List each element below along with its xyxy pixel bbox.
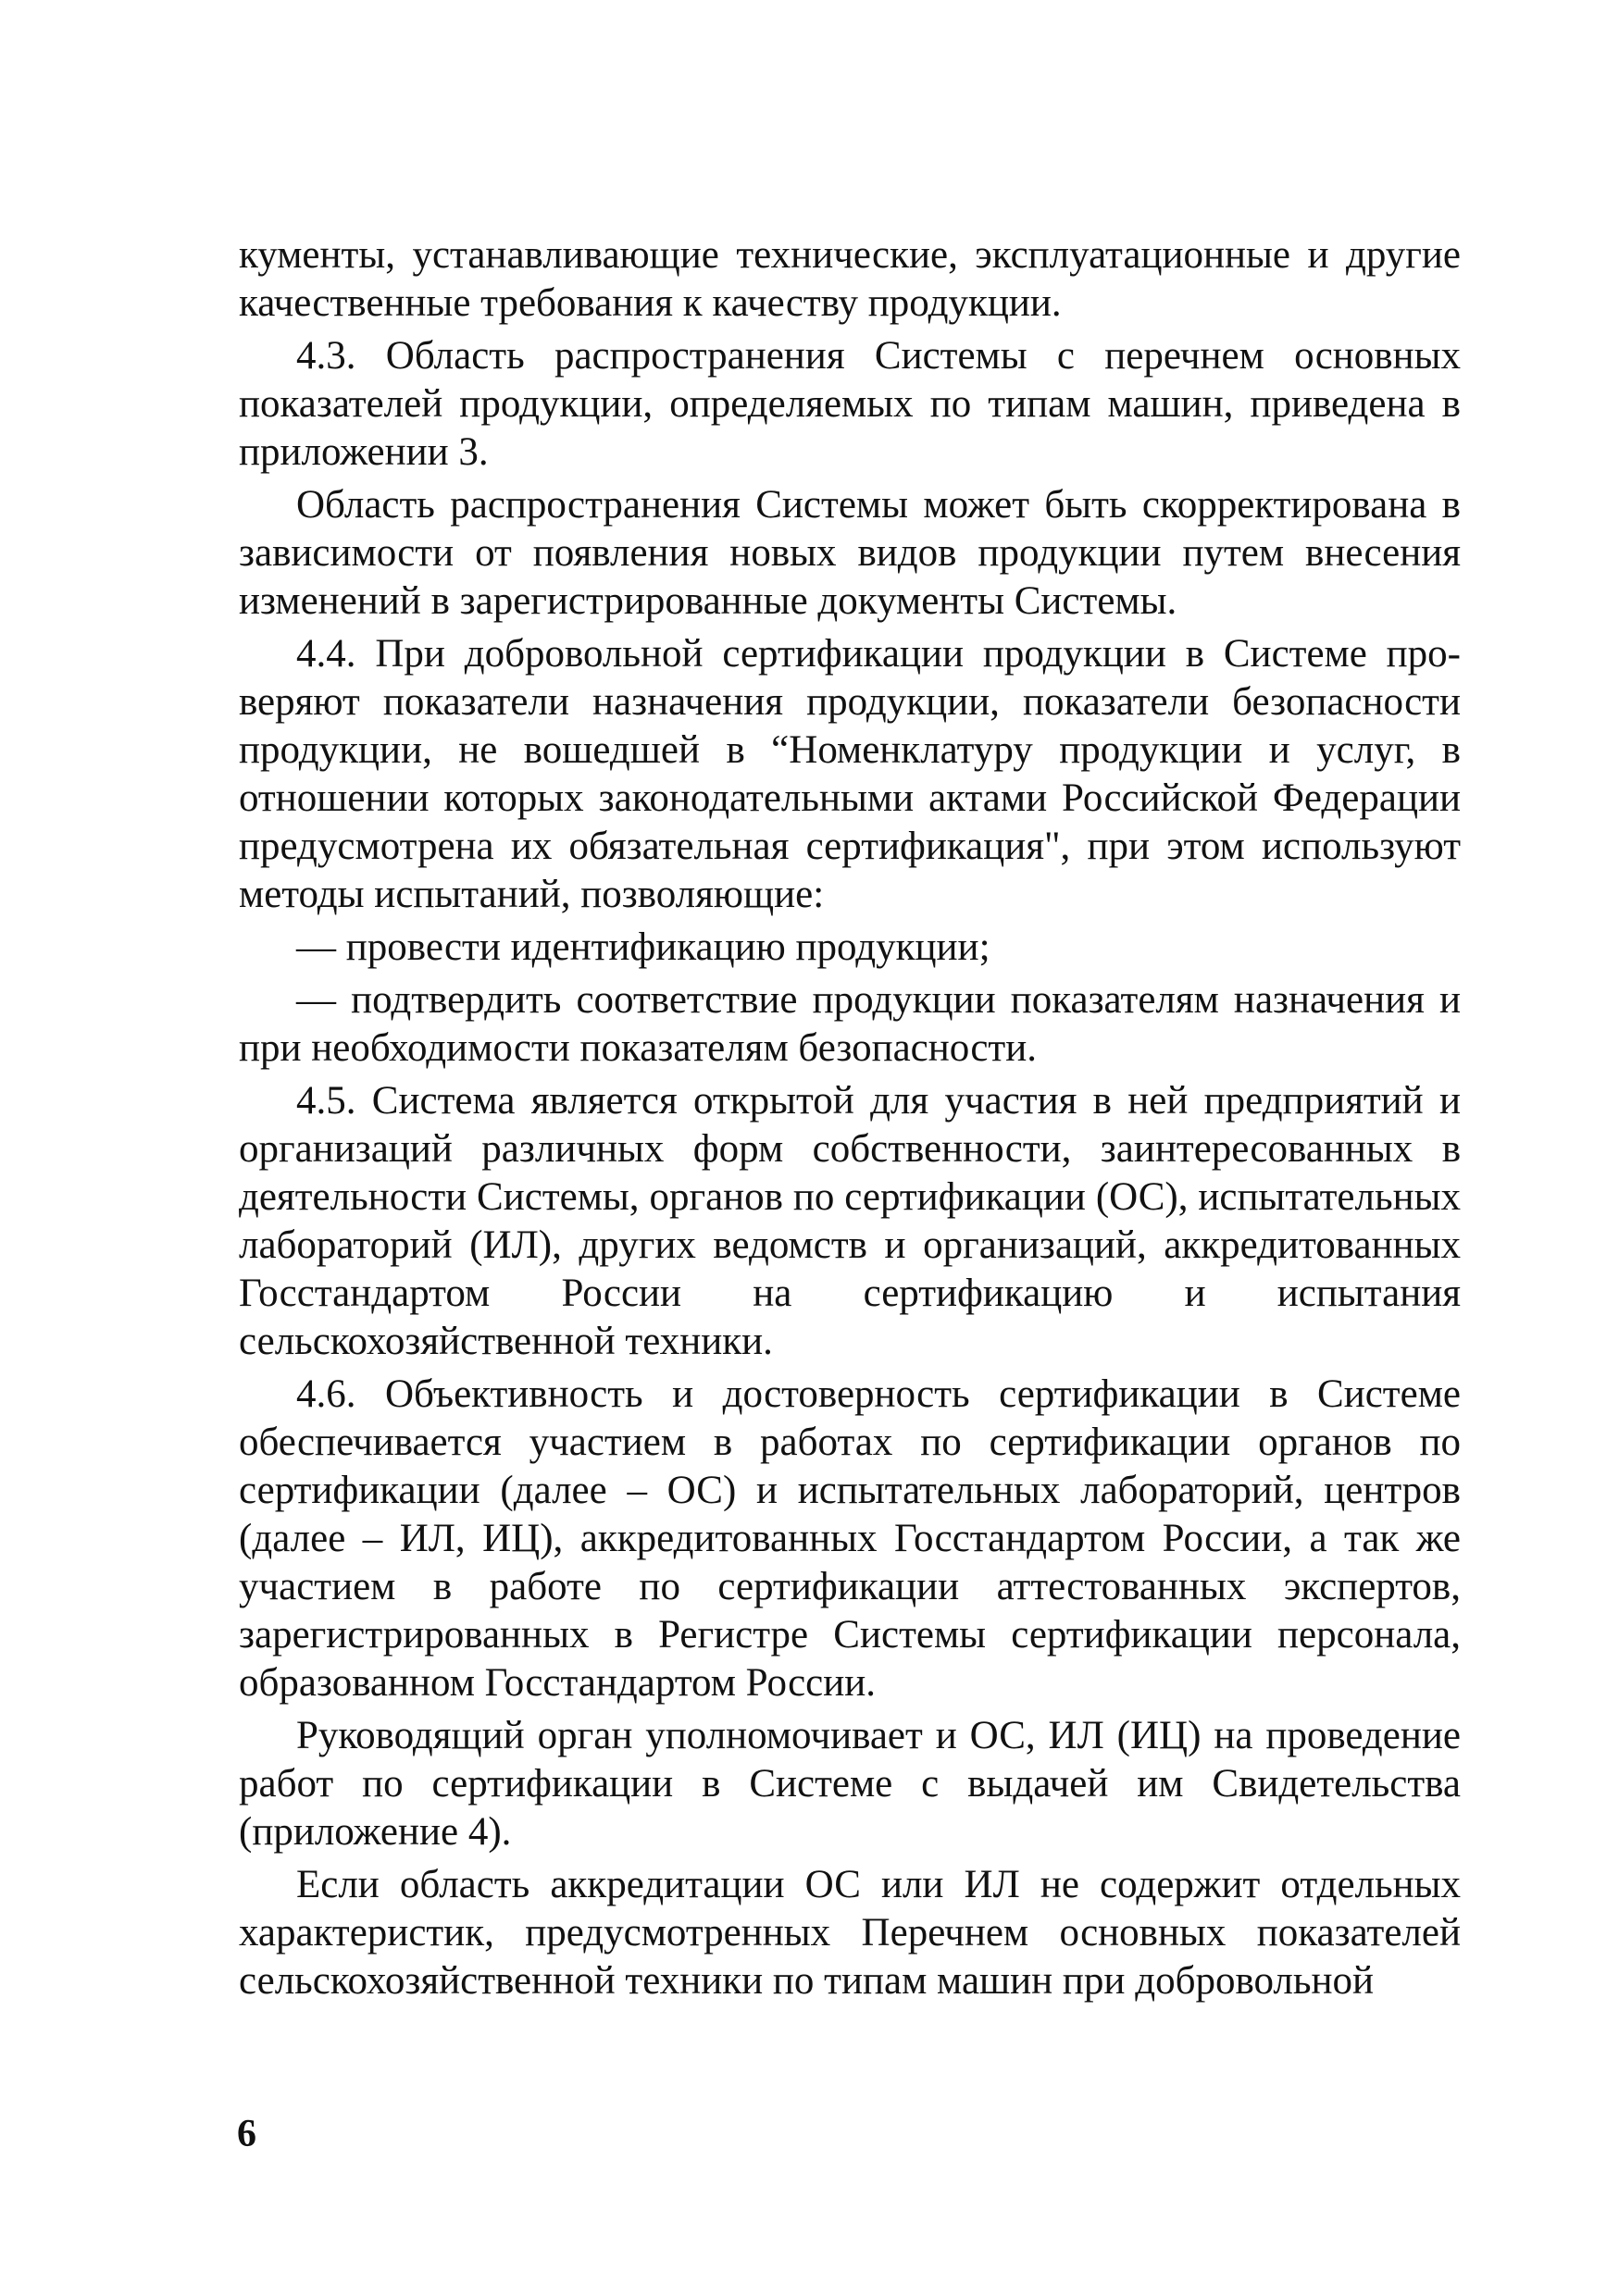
list-item-conformity: — подтвердить соответствие продукции показателям назначения и при необходимости показателям безопасности. [239,978,1461,1070]
paragraph-4-5: 4.5. Система является открытой для участия в ней предприятий и организаций различных форм собственности, заинтересованных в деятельности Системы, органов по сертификации (ОС), испытательных лабораторий (ИЛ), других ведомств и организаций, аккредитованных Госстандартом России на сертификацию и испытания сельскохозяйственной техники. [239,1079,1461,1363]
paragraph-scope-adjustment: Область распространения Системы может быть скорректирована в зависимости от появления новых видов продукции путем внесения изменений в зарегистрированные документы Системы. [239,483,1461,623]
paragraph-governing-body: Руководящий орган уполномочивает и ОС, ИЛ (ИЦ) на проведение работ по сертификации в Системе с выдачей им Свидетельства (приложение 4). [239,1714,1461,1854]
page-number: 6 [237,2113,256,2155]
paragraph-4-3: 4.3. Область распространения Системы с перечнем основных показателей продукции, определяемых по типам машин, приведена в приложении 3. [239,334,1461,474]
paragraph-4-4: 4.4. При добровольной сертификации продукции в Системе проверяют показатели назначения продукции, показатели безопасности продукции, не вошедшей в “Номенклатуру продукции и услуг, в отношении которых законодательными актами Российской Федерации предусмотрена их обязательная сертификация", при этом используют методы испытаний, позволяющие: [239,632,1461,916]
paragraph-continuation: кументы, устанавливающие технические, эксплуатационные и другие качественные требования к качеству продукции. [239,233,1461,325]
paragraph-4-6: 4.6. Объективность и достоверность сертификации в Системе обеспечивается участием в работах по сертификации органов по сертификации (далее – ОС) и испытательных лабораторий, центров (далее – ИЛ, ИЦ), аккредитованных Госстандартом России, а так же участием в работе по сертификации аттестованных экспертов, зарегистрированных в Регистре Системы сертификации персонала, образованном Госстандартом России. [239,1372,1461,1705]
list-item-identification: — провести идентификацию продукции; [296,925,990,969]
page-body-text [239,231,1461,2010]
paragraph-accreditation-scope: Если область аккредитации ОС или ИЛ не содержит отдельных характеристик, предусмотренных Перечнем основных показателей сельскохозяйственной техники по типам машин при добровольной [239,1863,1461,2003]
